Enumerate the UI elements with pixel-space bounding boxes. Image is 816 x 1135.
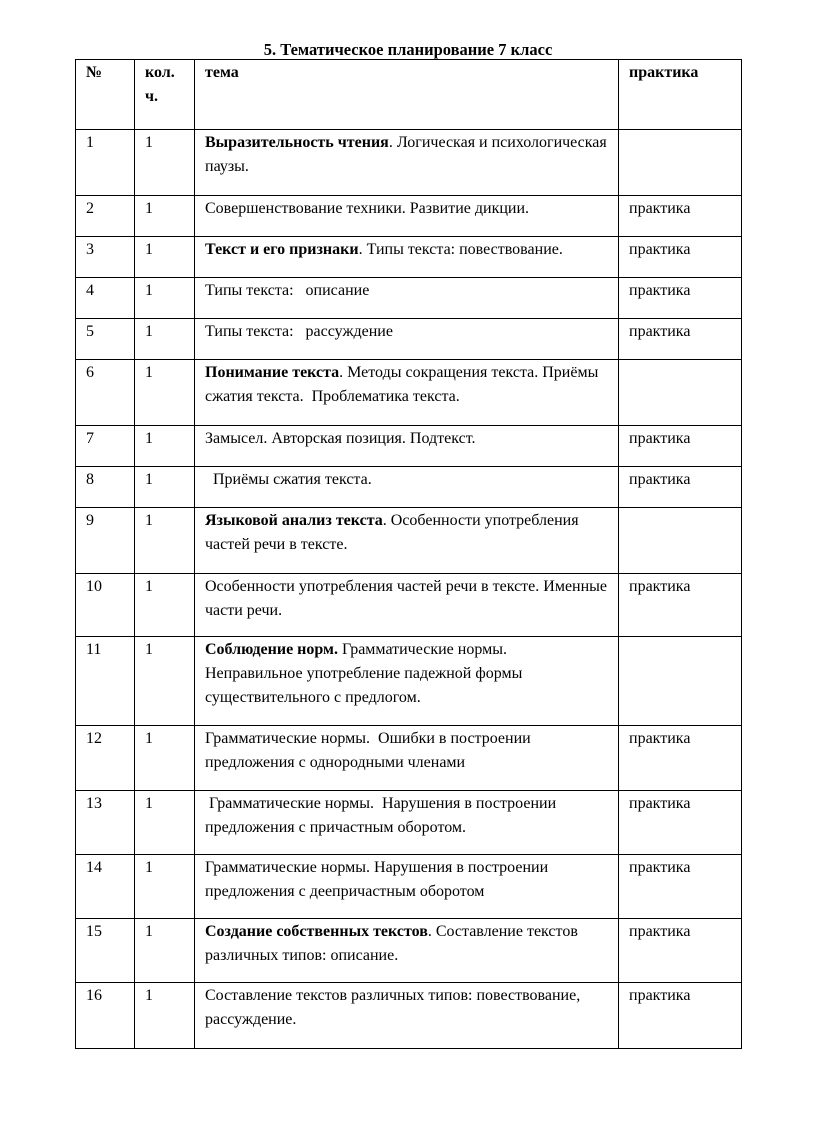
topic-text: Типы текста: рассуждение xyxy=(205,323,393,340)
topic-heading: Соблюдение норм. xyxy=(205,641,338,658)
topic-text: . Логическая и психологическая паузы. xyxy=(205,134,611,175)
table-row xyxy=(76,637,742,726)
topic-text: Совершенствование техники. Развитие дикции. xyxy=(205,200,530,217)
table-row xyxy=(76,508,742,574)
table-header-row xyxy=(76,60,742,130)
row-practice xyxy=(619,637,742,726)
row-topic xyxy=(195,508,619,574)
row-hours: 1 xyxy=(135,919,195,983)
row-practice: практика xyxy=(619,855,742,919)
topic-text: Грамматические нормы. Нарушения в построении предложения с деепричастным оборотом xyxy=(205,859,553,900)
row-topic xyxy=(195,130,619,196)
row-topic xyxy=(195,791,619,855)
row-hours: 1 xyxy=(135,467,195,508)
row-number: 10 xyxy=(76,574,135,637)
row-topic xyxy=(195,919,619,983)
topic-text: Приёмы сжатия текста. xyxy=(205,471,372,488)
table-row xyxy=(76,237,742,278)
table-row xyxy=(76,855,742,919)
row-number: 9 xyxy=(76,508,135,574)
row-number: 2 xyxy=(76,196,135,237)
topic-heading: Языковой анализ текста xyxy=(205,512,383,529)
row-practice: практика xyxy=(619,319,742,360)
row-number: 6 xyxy=(76,360,135,426)
row-practice: практика xyxy=(619,791,742,855)
row-topic xyxy=(195,983,619,1049)
row-topic xyxy=(195,855,619,919)
row-topic xyxy=(195,196,619,237)
row-practice: практика xyxy=(619,237,742,278)
row-topic xyxy=(195,360,619,426)
row-hours: 1 xyxy=(135,726,195,791)
topic-text: Грамматические нормы. Нарушения в построении предложения с причастным оборотом. xyxy=(205,795,561,836)
row-hours: 1 xyxy=(135,791,195,855)
row-topic xyxy=(195,278,619,319)
row-hours: 1 xyxy=(135,637,195,726)
row-practice: практика xyxy=(619,467,742,508)
row-practice: практика xyxy=(619,426,742,467)
topic-heading: Выразительность чтения xyxy=(205,134,389,151)
row-number: 3 xyxy=(76,237,135,278)
topic-text: . Типы текста: повествование. xyxy=(358,241,563,258)
column-header-practice: практика xyxy=(619,60,742,130)
topic-text: Типы текста: описание xyxy=(205,282,370,299)
row-number: 11 xyxy=(76,637,135,726)
row-number: 13 xyxy=(76,791,135,855)
topic-text: Грамматические нормы. Неправильное употребление падежной формы существительного с предлогом. xyxy=(205,641,527,706)
topic-text: Особенности употребления частей речи в тексте. Именные части речи. xyxy=(205,578,612,619)
table-row xyxy=(76,130,742,196)
row-hours: 1 xyxy=(135,278,195,319)
table-row xyxy=(76,791,742,855)
table-row xyxy=(76,574,742,637)
row-number: 7 xyxy=(76,426,135,467)
topic-text: Составление текстов различных типов: повествование, рассуждение. xyxy=(205,987,585,1028)
row-hours: 1 xyxy=(135,130,195,196)
row-number: 1 xyxy=(76,130,135,196)
row-number: 16 xyxy=(76,983,135,1049)
table-row xyxy=(76,196,742,237)
column-header-hours: кол. ч. xyxy=(135,60,195,130)
row-number: 4 xyxy=(76,278,135,319)
row-number: 15 xyxy=(76,919,135,983)
topic-heading: Текст и его признаки xyxy=(205,241,359,258)
row-number: 14 xyxy=(76,855,135,919)
row-practice xyxy=(619,130,742,196)
topic-heading: Понимание текста xyxy=(205,364,340,381)
planning-table xyxy=(75,59,742,1049)
row-topic xyxy=(195,237,619,278)
row-practice: практика xyxy=(619,983,742,1049)
row-number: 8 xyxy=(76,467,135,508)
page-title: 5. Тематическое планирование 7 класс xyxy=(263,40,553,59)
row-hours: 1 xyxy=(135,196,195,237)
row-practice xyxy=(619,360,742,426)
topic-text: . Особенности употребления частей речи в тексте. xyxy=(205,512,583,553)
row-hours: 1 xyxy=(135,855,195,919)
row-topic xyxy=(195,319,619,360)
column-header-number: № xyxy=(76,60,135,130)
table-row xyxy=(76,278,742,319)
row-hours: 1 xyxy=(135,360,195,426)
row-hours: 1 xyxy=(135,237,195,278)
row-hours: 1 xyxy=(135,426,195,467)
row-topic xyxy=(195,574,619,637)
topic-heading: Создание собственных текстов xyxy=(205,923,428,940)
row-topic xyxy=(195,426,619,467)
column-header-topic: тема xyxy=(195,60,619,130)
table-row xyxy=(76,467,742,508)
topic-text: . Составление текстов различных типов: описание. xyxy=(205,923,582,964)
table-row xyxy=(76,426,742,467)
topic-text: . Методы сокращения текста. Приёмы сжатия текста. Проблематика текста. xyxy=(205,364,603,405)
row-topic xyxy=(195,467,619,508)
table-row xyxy=(76,983,742,1049)
table-row xyxy=(76,360,742,426)
topic-text: Замысел. Авторская позиция. Подтекст. xyxy=(205,430,476,447)
table-body xyxy=(76,130,742,1049)
row-hours: 1 xyxy=(135,319,195,360)
table-row xyxy=(76,919,742,983)
row-topic xyxy=(195,637,619,726)
row-number: 5 xyxy=(76,319,135,360)
row-practice: практика xyxy=(619,278,742,319)
row-hours: 1 xyxy=(135,983,195,1049)
topic-text: Грамматические нормы. Ошибки в построении предложения с однородными членами xyxy=(205,730,535,771)
row-practice: практика xyxy=(619,726,742,791)
row-number: 12 xyxy=(76,726,135,791)
row-practice: практика xyxy=(619,919,742,983)
table-row xyxy=(76,726,742,791)
row-practice: практика xyxy=(619,574,742,637)
row-practice xyxy=(619,508,742,574)
row-hours: 1 xyxy=(135,508,195,574)
row-topic xyxy=(195,726,619,791)
table-row xyxy=(76,319,742,360)
row-hours: 1 xyxy=(135,574,195,637)
row-practice: практика xyxy=(619,196,742,237)
